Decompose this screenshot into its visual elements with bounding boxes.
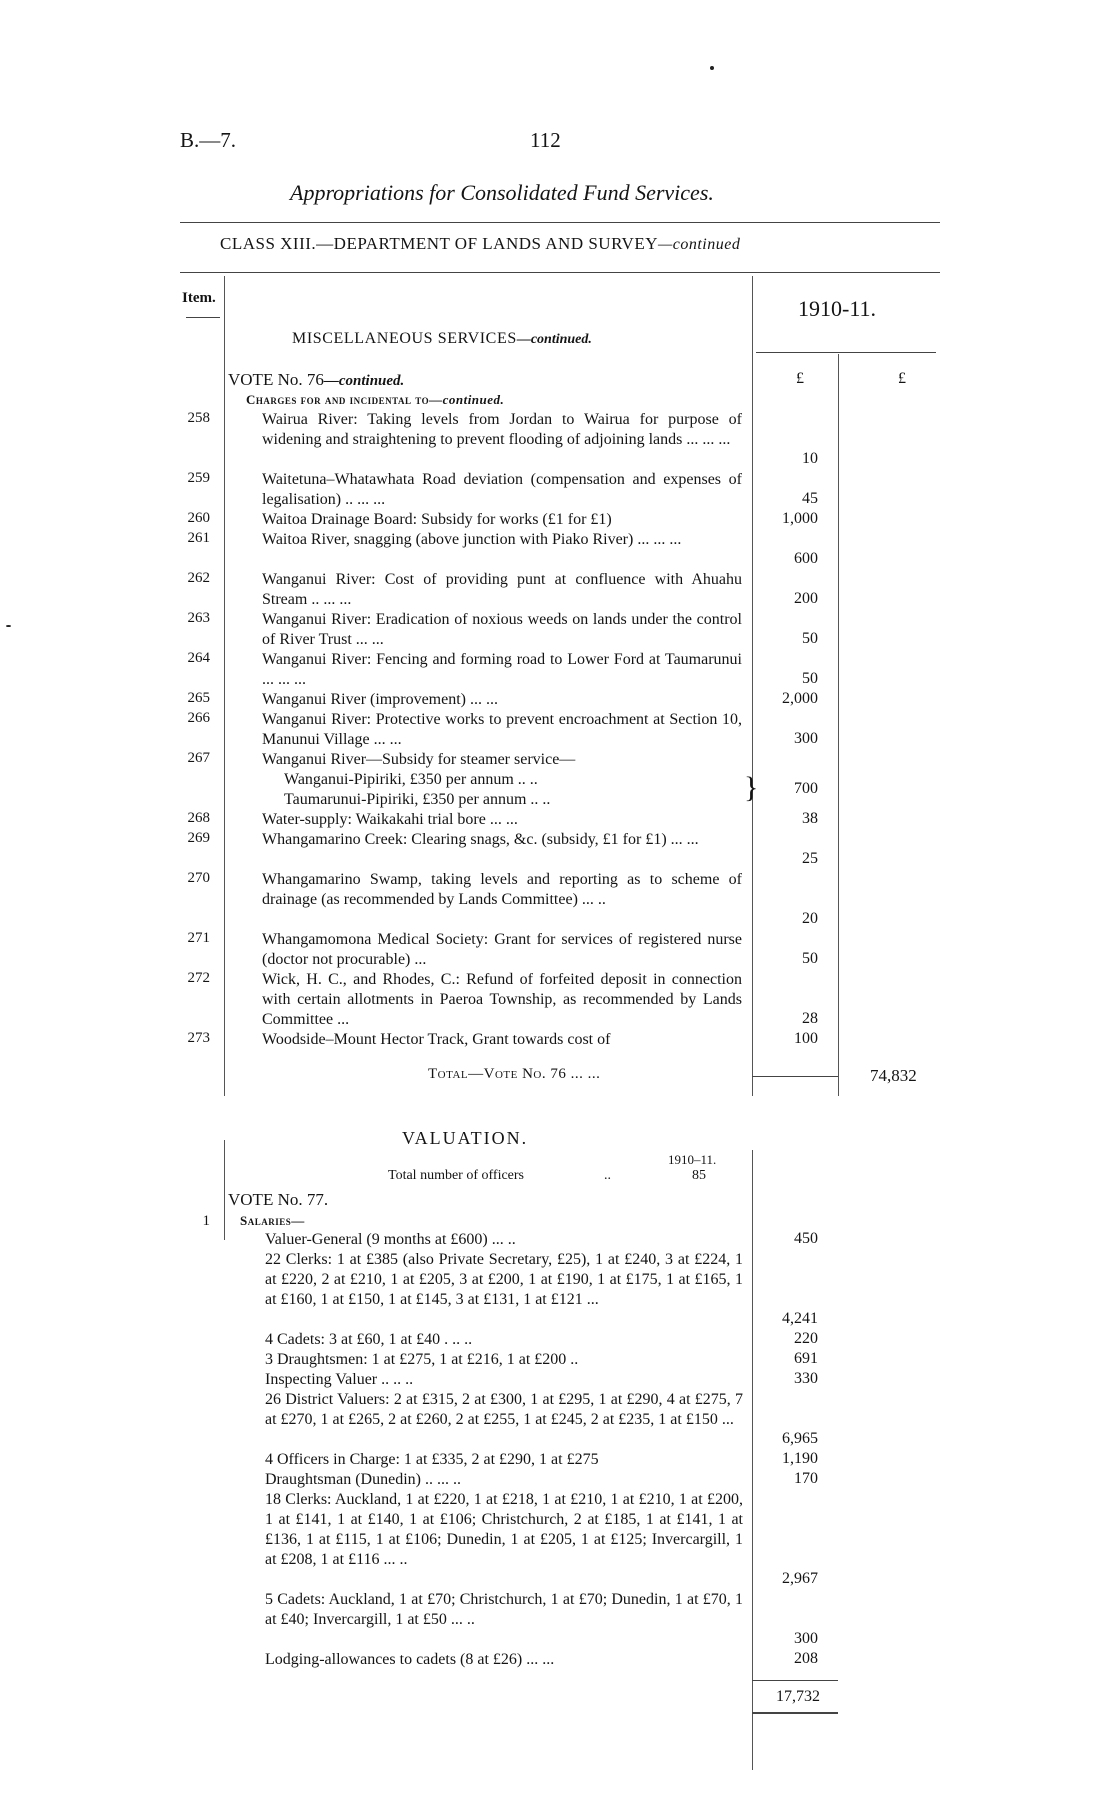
- page-number: 112: [530, 128, 561, 152]
- item-description: Wanganui River: Eradication of noxious weeds on lands under the control of River Trust ... ...: [262, 611, 742, 648]
- valuation-heading: VALUATION.: [402, 1128, 529, 1148]
- salary-line: 18 Clerks: Auckland, 1 at £220, 1 at £218, 1 at £210, 1 at £210, 1 at £200, 1 at £141, 1 at £140, 1 at £106; Christchurch, 2 at £185, 1 at £141, 1 at £136, 1 at £115, 1 at £106; Dunedin, 1 at £205, 1 at £125; Invercargill, 1 at £208, 1 at £116 ... ..: [265, 1491, 743, 1568]
- header-rule: [180, 222, 940, 223]
- salary-amount: 450: [794, 1230, 818, 1247]
- item-number: 264: [187, 650, 210, 666]
- item-description: Whangamomona Medical Society: Grant for services of registered nurse (doctor not procurable) ...: [262, 931, 742, 968]
- item-number: 260: [187, 510, 210, 526]
- item-amount: 2,000: [782, 690, 818, 707]
- item-description: Wick, H. C., and Rhodes, C.: Refund of forfeited deposit in connection with certain allotments in Paeroa Township, as recommended by Lands Committee ...: [262, 971, 742, 1028]
- item-number: 267: [187, 750, 210, 766]
- item-amount: 10: [802, 450, 818, 467]
- salary-line: 26 District Valuers: 2 at £315, 2 at £300, 1 at £295, 1 at £290, 4 at £275, 7 at £270, 1 at £265, 2 at £260, 2 at £255, 1 at £245, 2 at £235, 1 at £150 ...: [265, 1391, 743, 1428]
- item-amount: 28: [802, 1010, 818, 1027]
- item-number: 266: [187, 710, 210, 726]
- item-number: 1: [202, 1213, 210, 1229]
- salary-line: Inspecting Valuer .. .. ..: [265, 1371, 414, 1388]
- salary-line: Draughtsman (Dunedin) .. ... ..: [265, 1471, 461, 1488]
- item-number: 269: [187, 830, 210, 846]
- item-sub-line: Wanganui-Pipiriki, £350 per annum .. ..: [284, 771, 538, 788]
- section-heading: MISCELLANEOUS SERVICES—continued.: [292, 330, 592, 347]
- salary-line: 5 Cadets: Auckland, 1 at £70; Christchurch, 1 at £70; Dunedin, 1 at £70, 1 at £40; Invercargill, 1 at £50 ... ..: [265, 1591, 743, 1628]
- salary-amount: 170: [794, 1470, 818, 1487]
- item-sub-line: Taumarunui-Pipiriki, £350 per annum .. ..: [284, 791, 551, 808]
- item-header-underline: [186, 317, 220, 318]
- salary-line: 4 Cadets: 3 at £60, 1 at £40 . .. ..: [265, 1331, 473, 1348]
- amount-column-rule: [752, 276, 753, 1096]
- valuation-year: 1910–11.: [668, 1152, 717, 1167]
- year-header-underline: [756, 352, 936, 353]
- document-reference: B.—7.: [180, 128, 237, 152]
- scan-speck: [6, 625, 11, 627]
- salary-amount: 2,967: [782, 1570, 818, 1587]
- item-amount: 38: [802, 810, 818, 827]
- class-heading: CLASS XIII.—DEPARTMENT OF LANDS AND SURVEY—continued: [220, 234, 741, 253]
- item-number: 259: [187, 470, 210, 486]
- item-number: 261: [187, 530, 210, 546]
- grouping-brace: }: [744, 771, 759, 804]
- item-description: Wanganui River: Fencing and forming road to Lower Ford at Taumarunui ... ... ...: [262, 651, 742, 688]
- vote-76-total-value: 74,832: [870, 1066, 917, 1085]
- currency-symbol-total: £: [898, 370, 906, 387]
- item-number: 273: [187, 1030, 210, 1046]
- page-subtitle: Appropriations for Consolidated Fund Services.: [290, 180, 714, 205]
- item-description: Wanganui River: Protective works to prevent encroachment at Section 10, Manunui Village ... ...: [262, 711, 742, 748]
- item-amount: 300: [794, 730, 818, 747]
- item-number: 272: [187, 970, 210, 986]
- salary-line: Lodging-allowances to cadets (8 at £26) ... ...: [265, 1651, 555, 1668]
- item-amount: 25: [802, 850, 818, 867]
- salary-amount: 220: [794, 1330, 818, 1347]
- item-amount: 20: [802, 910, 818, 927]
- sum-double-rule: [752, 1712, 838, 1714]
- officers-count: 85: [692, 1168, 706, 1183]
- item-description: Waitetuna–Whatawhata Road deviation (compensation and expenses of legalisation) .. ... ...: [262, 471, 742, 508]
- item-description: Whangamarino Swamp, taking levels and reporting as to scheme of drainage (as recommended by Lands Committee) ... ..: [262, 871, 742, 908]
- total-column-rule: [838, 354, 839, 1096]
- salary-amount: 6,965: [782, 1430, 818, 1447]
- item-amount: 50: [802, 630, 818, 647]
- officers-leader: ..: [604, 1168, 611, 1183]
- item-column-rule: [224, 276, 225, 1096]
- item-description: Wanganui River—Subsidy for steamer service—: [262, 751, 576, 768]
- item-number: 258: [187, 410, 210, 426]
- salary-amount: 330: [794, 1370, 818, 1387]
- salary-line: 22 Clerks: 1 at £385 (also Private Secretary, £25), 1 at £240, 3 at £224, 1 at £220, 2 at £210, 1 at £205, 3 at £200, 1 at £190, 1 at £175, 1 at £165, 1 at £160, 1 at £150, 1 at £145, 3 at £131, 1 at £121 ...: [265, 1251, 743, 1308]
- item-amount: 100: [794, 1030, 818, 1047]
- vote-76-total-label: Total—Vote No. 76 ... ...: [428, 1066, 601, 1082]
- subtotal-rule: [752, 1076, 838, 1077]
- vote-77-heading: VOTE No. 77.: [228, 1190, 329, 1209]
- salary-line: Valuer-General (9 months at £600) ... ..: [265, 1231, 516, 1248]
- salary-amount: 208: [794, 1650, 818, 1667]
- item-amount: 700: [794, 780, 818, 797]
- salary-line: 3 Draughtsmen: 1 at £275, 1 at £216, 1 at £200 ..: [265, 1351, 579, 1368]
- item-amount: 600: [794, 550, 818, 567]
- item-column-rule-lower: [224, 1140, 225, 1240]
- vote-77-total: 17,732: [776, 1688, 820, 1705]
- vote-76-heading: VOTE No. 76—continued.: [228, 370, 405, 389]
- item-description: Woodside–Mount Hector Track, Grant towards cost of: [262, 1031, 611, 1048]
- item-description: Waitoa River, snagging (above junction with Piako River) ... ... ...: [262, 531, 682, 548]
- sum-rule: [752, 1680, 838, 1681]
- salaries-heading: Salaries—: [240, 1213, 305, 1228]
- item-description: Wanganui River (improvement) ... ...: [262, 691, 498, 708]
- item-number: 263: [187, 610, 210, 626]
- table-top-rule: [180, 272, 940, 273]
- item-number: 268: [187, 810, 210, 826]
- item-number: 262: [187, 570, 210, 586]
- item-description: Wairua River: Taking levels from Jordan to Wairua for purpose of widening and straightening to prevent flooding of adjoining lands ... ... ...: [262, 411, 742, 448]
- item-description: Water-supply: Waikakahi trial bore ... ...: [262, 811, 518, 828]
- salary-amount: 691: [794, 1350, 818, 1367]
- item-amount: 200: [794, 590, 818, 607]
- item-amount: 50: [802, 670, 818, 687]
- item-column-header: Item.: [182, 290, 216, 306]
- amount-column-rule-lower: [752, 1150, 753, 1770]
- salary-amount: 300: [794, 1630, 818, 1647]
- charges-subheading: Charges for and incidental to—continued.: [246, 392, 505, 407]
- item-number: 271: [187, 930, 210, 946]
- item-number: 265: [187, 690, 210, 706]
- item-amount: 50: [802, 950, 818, 967]
- scan-speck: [710, 66, 714, 70]
- item-amount: 45: [802, 490, 818, 507]
- officers-label: Total number of officers: [388, 1168, 524, 1183]
- item-description: Wanganui River: Cost of providing punt at confluence with Ahuahu Stream .. ... ...: [262, 571, 742, 608]
- item-description: Whangamarino Creek: Clearing snags, &c. (subsidy, £1 for £1) ... ...: [262, 831, 699, 848]
- item-amount: 1,000: [782, 510, 818, 527]
- currency-symbol-amount: £: [796, 370, 804, 387]
- item-number: 270: [187, 870, 210, 886]
- item-description: Waitoa Drainage Board: Subsidy for works (£1 for £1): [262, 511, 612, 528]
- salary-amount: 1,190: [782, 1450, 818, 1467]
- salary-amount: 4,241: [782, 1310, 818, 1327]
- year-column-header: 1910-11.: [798, 296, 877, 321]
- salary-line: 4 Officers in Charge: 1 at £335, 2 at £290, 1 at £275: [265, 1451, 599, 1468]
